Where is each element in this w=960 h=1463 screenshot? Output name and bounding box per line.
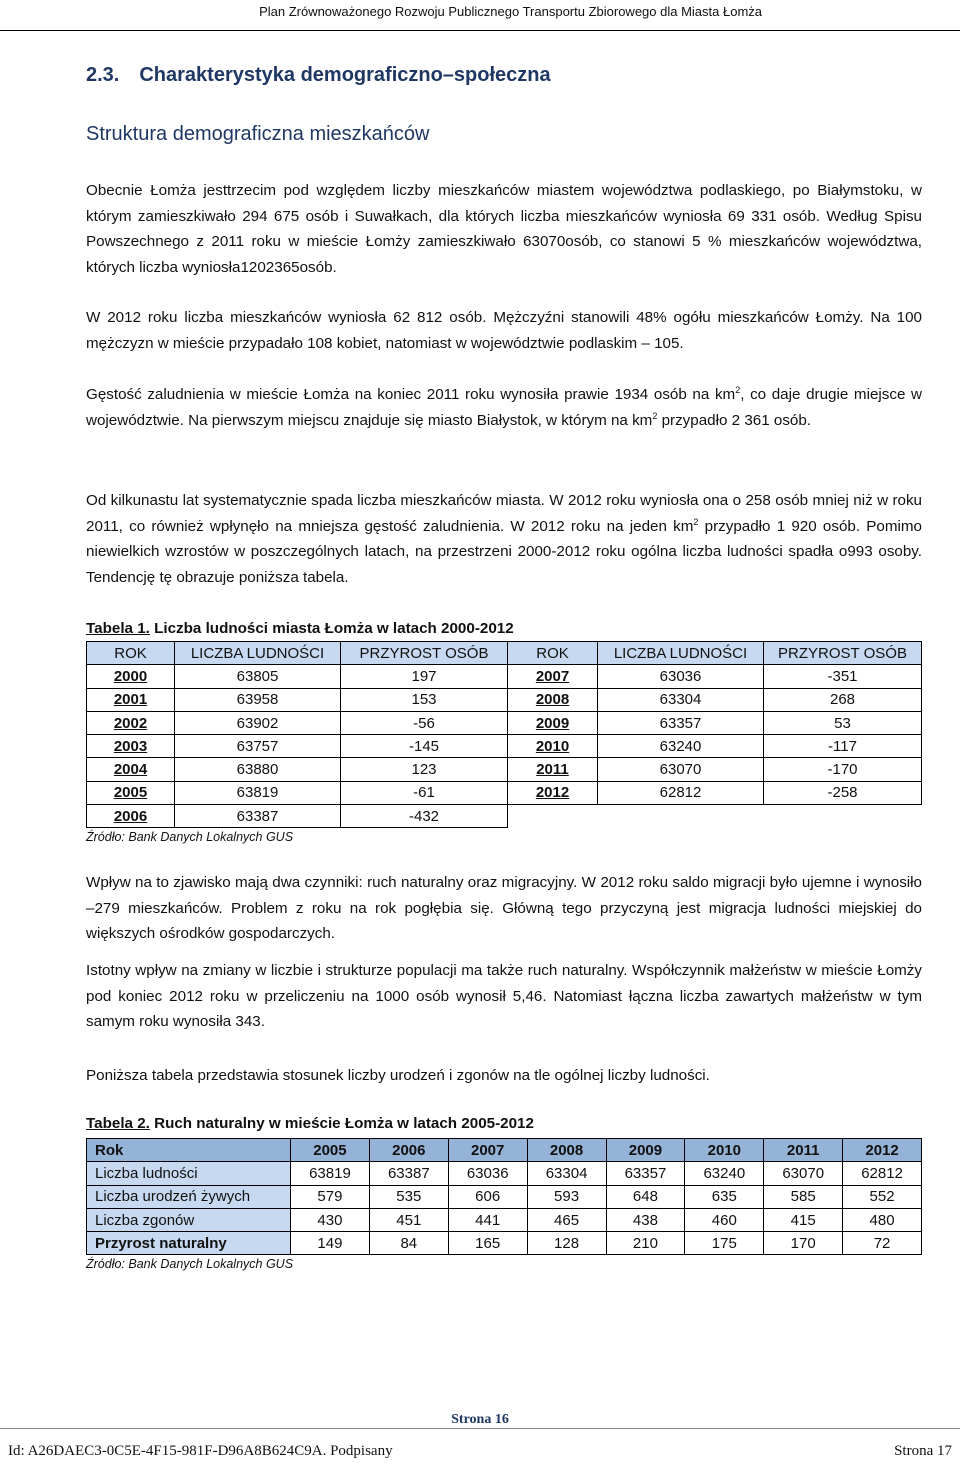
table-row [87, 688, 922, 711]
row-label: Przyrost naturalny [87, 1232, 291, 1255]
table-cell: 430 [291, 1208, 370, 1231]
table-row [87, 665, 922, 688]
table-cell: 62812 [843, 1162, 922, 1185]
page-number: Strona 16 [451, 1412, 509, 1427]
table-cell: 170 [764, 1232, 843, 1255]
header-cell: 2006 [369, 1139, 448, 1162]
table-cell: 441 [448, 1208, 527, 1231]
row-label: Liczba urodzeń żywych [87, 1185, 291, 1208]
header-cell: 2008 [527, 1139, 606, 1162]
header-cell: PRZYROST OSÓB [764, 642, 922, 665]
table-cell: 165 [448, 1232, 527, 1255]
table-cell: 585 [764, 1185, 843, 1208]
header-cell: 2009 [606, 1139, 685, 1162]
table-cell: -145 [341, 735, 508, 758]
page-number-right: Strona 17 [894, 1443, 952, 1459]
paragraph-gender: W 2012 roku liczba mieszkańców wyniosła 62 812 osób. Mężczyźni stanowili 48% ogółu mieszkańców Łomży. Na 100 mężczyzn w mieście przypadało 108 kobiet, natomiast w województwie podlaskim – 105. [86, 309, 922, 352]
table-cell: 2011 [508, 758, 598, 781]
table-row [87, 805, 922, 828]
table-row [87, 1162, 922, 1185]
population-table [86, 641, 922, 828]
header-cell: ROK [508, 642, 598, 665]
table-cell: 63819 [175, 781, 341, 804]
table-row [87, 1185, 922, 1208]
row-label: Liczba zgonów [87, 1208, 291, 1231]
table-cell: 63036 [598, 665, 764, 688]
header-cell: LICZBA LUDNOŚCI [175, 642, 341, 665]
table-cell: 268 [764, 688, 922, 711]
table-cell: 63757 [175, 735, 341, 758]
table-cell: 63304 [527, 1162, 606, 1185]
table-cell: 648 [606, 1185, 685, 1208]
table2-caption: Tabela 2. Ruch naturalny w mieście Łomża w latach 2005-2012 [86, 1115, 534, 1132]
table-cell: 2004 [87, 758, 175, 781]
table-row [87, 711, 922, 734]
table-cell: 451 [369, 1208, 448, 1231]
table-cell [764, 805, 922, 828]
table-cell: 2005 [87, 781, 175, 804]
table-cell: 2002 [87, 711, 175, 734]
table-cell: -61 [341, 781, 508, 804]
section-heading [86, 64, 551, 87]
page-header [0, 0, 960, 31]
table-cell: 606 [448, 1185, 527, 1208]
header-cell: ROK [87, 642, 175, 665]
table-row [87, 1232, 922, 1255]
paragraph-intro: Obecnie Łomża jesttrzecim pod względem liczby mieszkańców miastem województwa podlaskiego, po Białymstoku, w którym zamieszkiwało 294 675 osób i Suwałkach, dla których liczba mieszkańców wyniosła 69 331 osób. Według Spisu Powszechnego z 2011 roku w mieście Łomży zamieszkiwało 63070osób, co stanowi 5 % mieszkańców województwa, których liczba wyniosła1202365osób. [86, 182, 922, 276]
table-cell: 2012 [508, 781, 598, 804]
table-cell: 63805 [175, 665, 341, 688]
table-cell: 552 [843, 1185, 922, 1208]
table-cell: 175 [685, 1232, 764, 1255]
paragraph-migration: Wpływ na to zjawisko mają dwa czynniki: ruch naturalny oraz migracyjny. W 2012 roku saldo migracji było ujemne i wynosiło –279 mieszkańców. Problem z roku na rok pogłębia się. Główną tego przyczyną jest migracja ludności miejskiej do większych ośrodków gospodarczych. [86, 874, 922, 942]
header-cell: 2012 [843, 1139, 922, 1162]
table-cell: 84 [369, 1232, 448, 1255]
table-cell: 63357 [606, 1162, 685, 1185]
table-cell: 465 [527, 1208, 606, 1231]
table-cell: 460 [685, 1208, 764, 1231]
document-id: Id: A26DAEC3-0C5E-4F15-981F-D96A8B624C9A. Podpisany [8, 1443, 393, 1459]
table-cell: 63387 [369, 1162, 448, 1185]
table-cell: 63902 [175, 711, 341, 734]
table-cell: 63070 [598, 758, 764, 781]
table-cell: 2008 [508, 688, 598, 711]
table-cell: 2000 [87, 665, 175, 688]
table-cell: 63304 [598, 688, 764, 711]
paragraph-births-deaths: Poniższa tabela przedstawia stosunek liczby urodzeń i zgonów na tle ogólnej liczby ludności. [86, 1067, 710, 1084]
section-number: 2.3. [86, 64, 120, 86]
header-title: Plan Zrównoważonego Rozwoju Publicznego Transportu Zbiorowego dla Miasta Łomża [259, 4, 762, 19]
table-cell: 579 [291, 1185, 370, 1208]
table-cell: -170 [764, 758, 922, 781]
table-cell: 415 [764, 1208, 843, 1231]
header-cell: LICZBA LUDNOŚCI [598, 642, 764, 665]
table-cell [508, 805, 598, 828]
paragraph-marriages: Istotny wpływ na zmiany w liczbie i strukturze populacji ma także ruch naturalny. Współczynnik małżeństw w mieście Łomży pod koniec 2012 roku w przeliczeniu na 1000 osób wynosił 5,46. Natomiast łączna liczba zawartych małżeństw w tym samym roku wynosiła 343. [86, 962, 922, 1030]
table-cell: 438 [606, 1208, 685, 1231]
table-cell: 63880 [175, 758, 341, 781]
table-cell: 635 [685, 1185, 764, 1208]
table-cell: 2006 [87, 805, 175, 828]
subsection-heading: Struktura demograficzna mieszkańców [86, 123, 430, 145]
table-cell: 62812 [598, 781, 764, 804]
table-cell: 480 [843, 1208, 922, 1231]
table-cell: 63240 [598, 735, 764, 758]
table-cell: 63036 [448, 1162, 527, 1185]
table-row [87, 781, 922, 804]
header-cell: 2007 [448, 1139, 527, 1162]
natural-movement-table [86, 1138, 922, 1255]
table1-source: Źródło: Bank Danych Lokalnych GUS [86, 830, 294, 844]
table-cell: -56 [341, 711, 508, 734]
table-cell: 197 [341, 665, 508, 688]
table-cell: 63819 [291, 1162, 370, 1185]
table-row [87, 758, 922, 781]
table-cell: 63240 [685, 1162, 764, 1185]
footer-divider [0, 1428, 960, 1429]
table-cell: 63357 [598, 711, 764, 734]
table-cell: 2001 [87, 688, 175, 711]
table-cell: 123 [341, 758, 508, 781]
table2-source: Źródło: Bank Danych Lokalnych GUS [86, 1257, 294, 1271]
table-cell: 63070 [764, 1162, 843, 1185]
paragraph-decline: Od kilkunastu lat systematycznie spada liczba mieszkańców miasta. W 2012 roku wyniosła ona o 258 osób mniej niż w roku 2011, co również wpłynęło na mniejsza gęstość zaludnienia. W 2012 roku na jeden $km^2$ przypadło 1 920 osób. Pomimo niewielkich wzrostów w poszczególnych latach, na przestrzeni 2000-2012 roku ogólna liczba ludności spadła o993 osoby. Tendencję tę obrazuje poniższa tabela. [86, 492, 922, 586]
table-cell [598, 805, 764, 828]
table-cell: 2009 [508, 711, 598, 734]
table-cell: 210 [606, 1232, 685, 1255]
table-header-row [87, 1139, 922, 1162]
table-cell: 72 [843, 1232, 922, 1255]
table-cell: 2010 [508, 735, 598, 758]
table-cell: 149 [291, 1232, 370, 1255]
table-cell: -258 [764, 781, 922, 804]
table-header-row [87, 642, 922, 665]
table-cell: 53 [764, 711, 922, 734]
table-cell: 2003 [87, 735, 175, 758]
table-cell: -117 [764, 735, 922, 758]
table-cell: -432 [341, 805, 508, 828]
table-cell: 63958 [175, 688, 341, 711]
table-cell: 535 [369, 1185, 448, 1208]
table-cell: 153 [341, 688, 508, 711]
header-cell: 2010 [685, 1139, 764, 1162]
header-cell: 2005 [291, 1139, 370, 1162]
table-cell: -351 [764, 665, 922, 688]
header-cell: PRZYROST OSÓB [341, 642, 508, 665]
header-cell: 2011 [764, 1139, 843, 1162]
table-row [87, 735, 922, 758]
table-cell: 63387 [175, 805, 341, 828]
table-cell: 128 [527, 1232, 606, 1255]
header-cell: Rok [87, 1139, 291, 1162]
table1-caption: Tabela 1. Liczba ludności miasta Łomża w latach 2000-2012 [86, 620, 514, 637]
section-title: Charakterystyka demograficzno–społeczna [139, 64, 551, 86]
table-cell: 593 [527, 1185, 606, 1208]
row-label: Liczba ludności [87, 1162, 291, 1185]
paragraph-density: Gęstość zaludnienia w mieście Łomża na koniec 2011 roku wynosiła prawie 1934 osób na $km^2$, co daje drugie miejsce w województwie. Na pierwszym miejscu znajduje się miasto Białystok, w którym na $km^2$ przypadło 2 361 osób. [86, 384, 922, 429]
table-row [87, 1208, 922, 1231]
table-cell: 2007 [508, 665, 598, 688]
